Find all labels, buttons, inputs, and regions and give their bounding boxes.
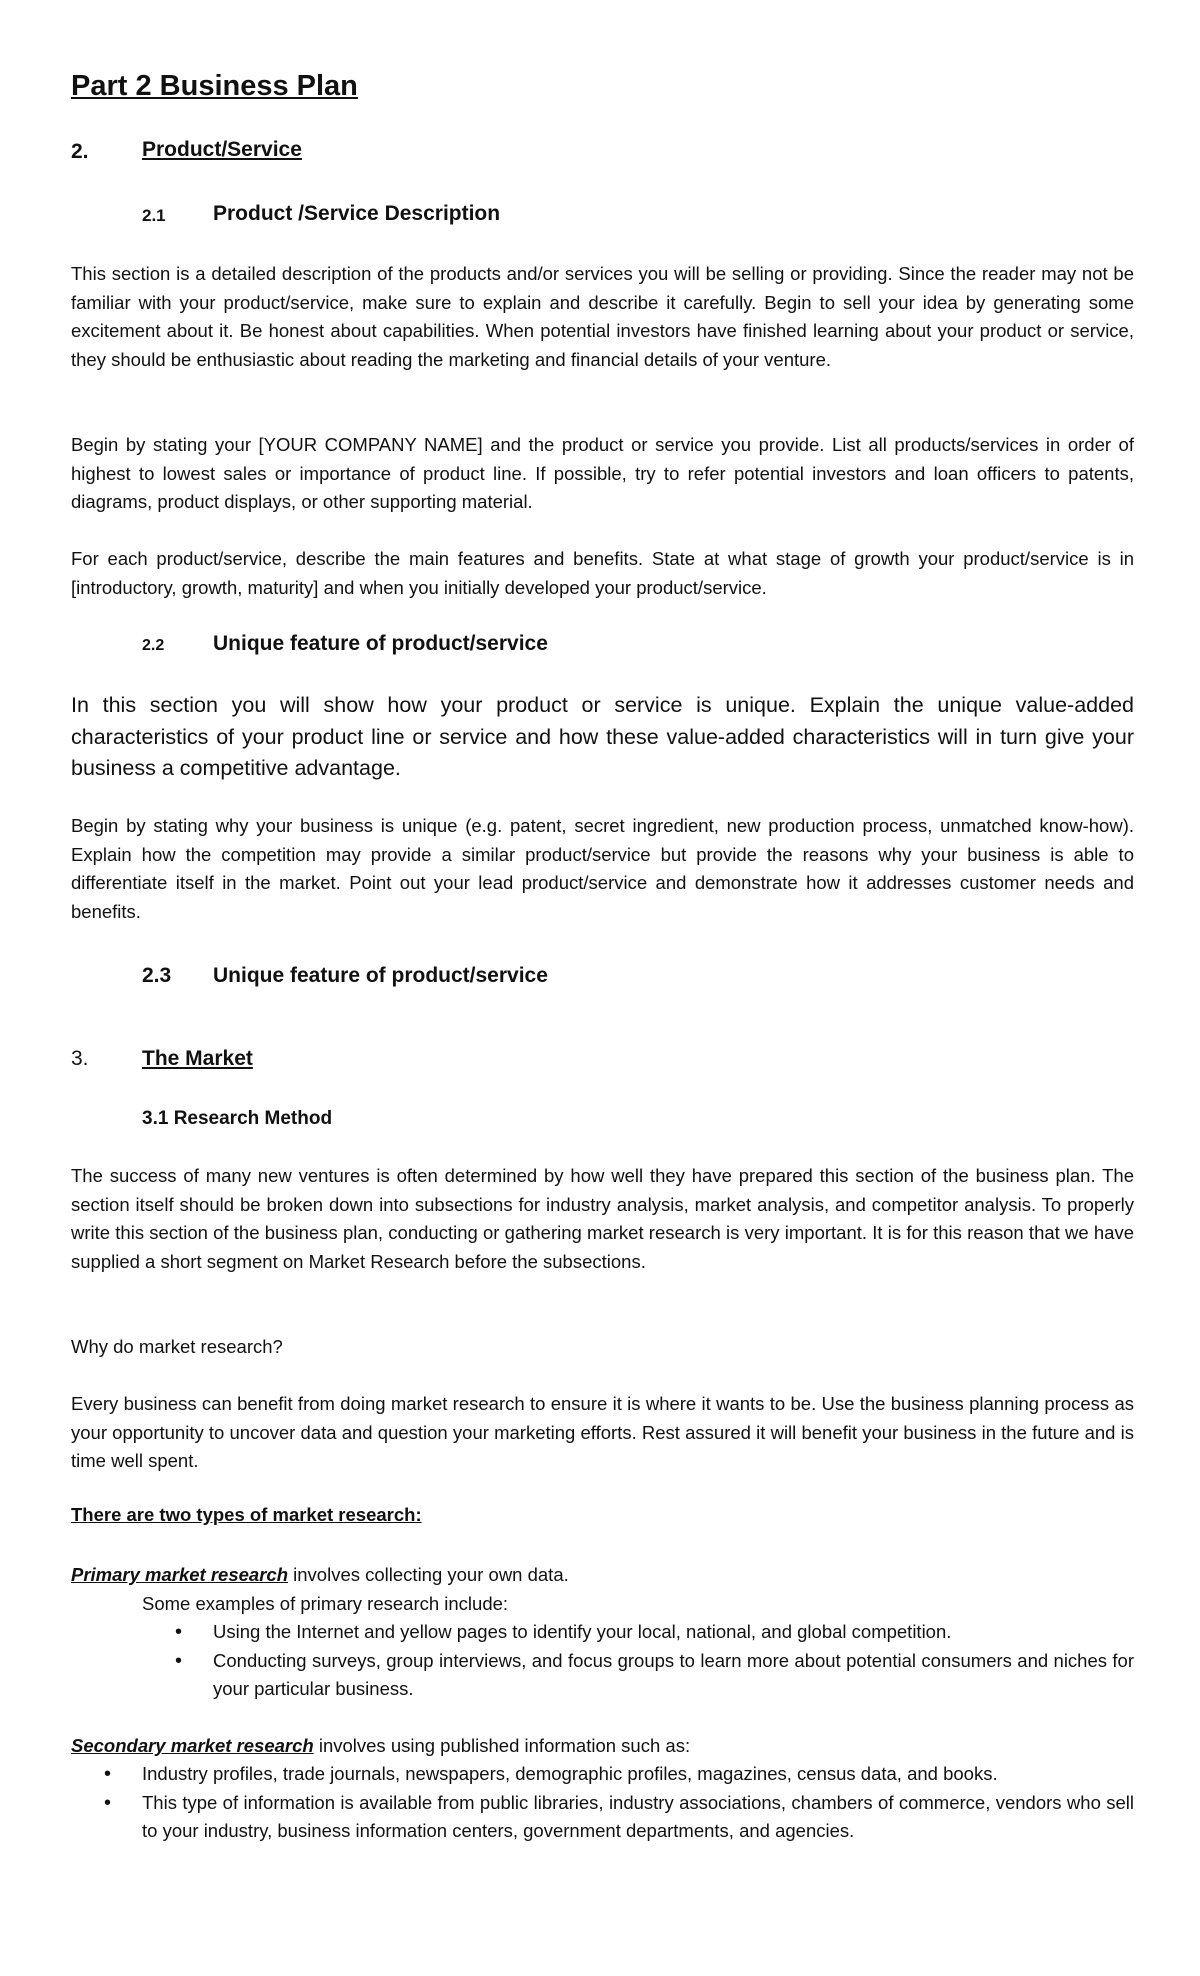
bullet-icon: • <box>175 1621 183 1643</box>
subsection-2-2-heading: Unique feature of product/service <box>213 632 548 655</box>
bullet-icon: • <box>104 1791 112 1814</box>
list-item: • Using the Internet and yellow pages to identify your local, national, and global competition. <box>213 1618 1134 1647</box>
section-2-number: 2. <box>71 140 89 163</box>
list-item: • Industry profiles, trade journals, newspapers, demographic profiles, magazines, census data, and books. <box>142 1760 1134 1789</box>
subsection-3-1-heading: 3.1 Research Method <box>142 1108 333 1129</box>
secondary-research-list <box>104 1760 1134 1846</box>
market-research-types-heading: There are two types of market research: <box>71 1504 422 1525</box>
secondary-research-line <box>71 1732 690 1761</box>
primary-research-term: Primary market research <box>71 1564 289 1585</box>
primary-research-list <box>175 1618 1134 1704</box>
paragraph-3-1-c: Every business can benefit from doing market research to ensure it is where it wants to be. Use the business planning process as your opportunity to uncover data and question your marketing efforts. Rest assured it will benefit your business in the future and is time well spent. <box>71 1393 1134 1471</box>
section-3-heading: The Market <box>142 1047 253 1070</box>
primary-research-description: involves collecting your own data. <box>288 1564 569 1585</box>
section-2-heading: Product/Service <box>142 138 302 161</box>
subsection-2-1-number: 2.1 <box>142 206 166 225</box>
paragraph-2-2-a: In this section you will show how your product or service is unique. Explain the unique value-added characteristics of your product line or service and how these value-added characteristics will in turn give your business a competitive advantage. <box>71 693 1134 780</box>
bullet-icon: • <box>175 1649 183 1672</box>
paragraph-2-1-c: For each product/service, describe the main features and benefits. State at what stage of growth your product/service is in [introductory, growth, maturity] and when you initially developed your product/service. <box>71 548 1134 598</box>
paragraph-3-1-a: The success of many new ventures is often determined by how well they have prepared this section of the business plan. The section itself should be broken down into subsections for industry analysis, market analysis, and competitor analysis. To properly write this section of the business plan, conducting or gathering market research is very important. It is for this reason that we have supplied a short segment on Market Research before the subsections. <box>71 1165 1134 1272</box>
primary-research-intro: Some examples of primary research include: <box>142 1593 509 1614</box>
page-title: Part 2 Business Plan <box>71 70 358 102</box>
subsection-2-3-heading: Unique feature of product/service <box>213 964 548 987</box>
paragraph-2-2-b: Begin by stating why your business is unique (e.g. patent, secret ingredient, new production process, unmatched know-how). Explain how the competition may provide a similar product/service but provide the reasons why your business is able to differentiate itself in the market. Point out your lead product/service and demonstrate how it addresses customer needs and benefits. <box>71 815 1134 922</box>
subsection-2-2-number: 2.2 <box>142 637 165 654</box>
subsection-2-1-heading: Product /Service Description <box>213 202 501 225</box>
primary-research-line <box>71 1561 569 1590</box>
paragraph-2-1-b: Begin by stating your [YOUR COMPANY NAME] and the product or service you provide. List all products/services in order of highest to lowest sales or importance of product line. If possible, try to refer potential investors and loan officers to patents, diagrams, product displays, or other supporting material. <box>71 434 1134 512</box>
list-item: • This type of information is available from public libraries, industry associations, chambers of commerce, vendors who sell to your industry, business information centers, government departments, and agencies. <box>142 1789 1134 1846</box>
paragraph-2-1-a: This section is a detailed description of the products and/or services you will be selling or providing. Since the reader may not be familiar with your product/service, make sure to explain and describe it carefully. Begin to sell your idea by generating some excitement about it. Be honest about capabilities. When potential investors have finished learning about your product or service, they should be enthusiastic about reading the marketing and financial details of your venture. <box>71 263 1134 370</box>
section-3-number: 3. <box>71 1047 89 1070</box>
bullet-icon: • <box>104 1763 112 1785</box>
list-item: • Conducting surveys, group interviews, and focus groups to learn more about potential consumers and niches for your particular business. <box>213 1647 1134 1704</box>
subsection-2-3-number: 2.3 <box>142 964 172 987</box>
secondary-research-description: involves using published information such as: <box>313 1735 691 1756</box>
secondary-research-term: Secondary market research <box>71 1735 314 1756</box>
paragraph-3-1-b: Why do market research? <box>71 1336 283 1357</box>
